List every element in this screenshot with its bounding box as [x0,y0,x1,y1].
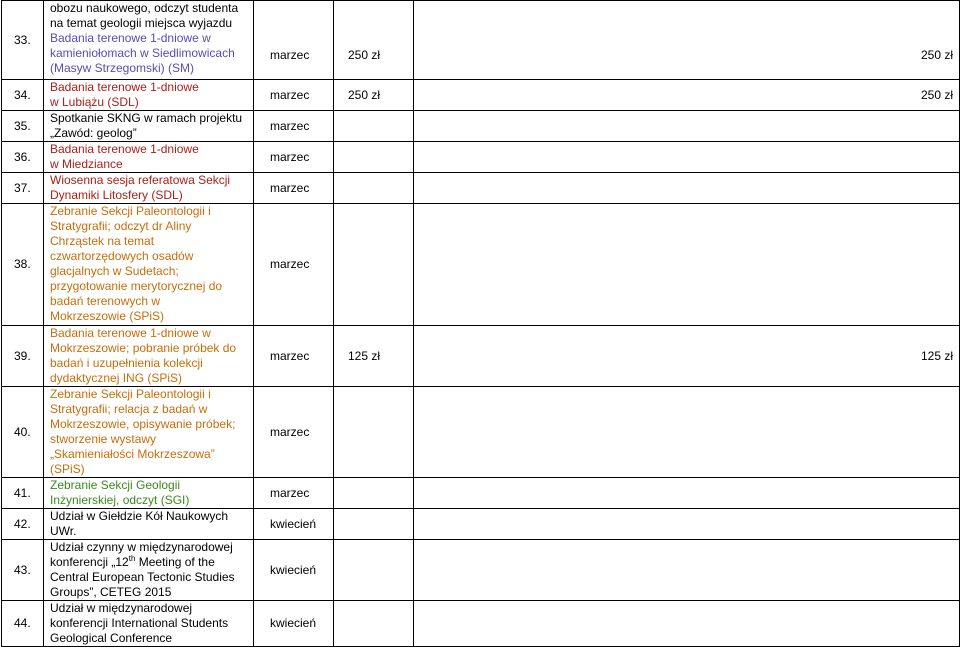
row-month: marzec [254,326,334,387]
row-month: marzec [254,173,334,204]
row-month: marzec [254,387,334,478]
desc-line: dydaktycznej ING (SPiS) [50,371,183,385]
desc-line: stworzenie wystawy [50,432,157,446]
table-row [2,204,960,326]
desc-line: Inżynierskiej, odczyt (SGI) [50,493,190,507]
superscript: th [128,554,136,563]
row-amount: 125 zł [334,326,414,387]
desc-line: Zebranie Sekcji Paleontologii i [50,204,211,218]
desc-line: Badania terenowe 1-dniowe w [50,31,211,45]
table-row [2,326,960,387]
desc-line: Mokrzeszowie (SPiS) [50,309,165,323]
row-number: 44. [2,601,44,647]
row-number: 38. [2,204,44,326]
row-amount: 250 zł [334,80,414,111]
row-month: marzec [254,80,334,111]
row-description [44,173,254,204]
row-total [414,601,960,647]
row-description [44,142,254,173]
desc-line: obozu naukowego, odczyt studenta [50,1,239,15]
desc-line [50,555,249,570]
desc-line: „Zawód: geolog” [50,126,137,140]
desc-line: badań i uzupełnienia kolekcji [50,356,203,370]
row-month: marzec [254,204,334,326]
row-description [44,478,254,509]
row-total [414,204,960,326]
row-number: 39. [2,326,44,387]
row-total [414,142,960,173]
desc-line: Udział czynny w międzynarodowej [50,540,233,554]
row-month: marzec [254,478,334,509]
desc-line: Groups”, CETEG 2015 [50,585,172,599]
row-number: 36. [2,142,44,173]
row-month: kwiecień [254,601,334,647]
row-total: 250 zł [414,1,960,80]
row-amount [334,601,414,647]
row-month: kwiecień [254,509,334,540]
table-row [2,387,960,478]
desc-line: UWr. [50,524,77,538]
desc-line: Dynamiki Litosfery (SDL) [50,188,183,202]
row-number: 37. [2,173,44,204]
desc-fragment: Meeting of the [135,555,215,569]
row-number: 41. [2,478,44,509]
desc-line: konferencji International Students [50,616,229,630]
row-amount [334,478,414,509]
row-amount [334,111,414,142]
row-description [44,540,254,601]
desc-line: Mokrzeszowie, opisywanie próbek; [50,417,236,431]
desc-line: Badania terenowe 1-dniowe [50,80,199,94]
table-row [2,509,960,540]
table-row [2,142,960,173]
row-total [414,173,960,204]
row-description [44,80,254,111]
desc-line: czwartorzędowych osadów [50,249,194,263]
row-total [414,478,960,509]
desc-line: w Lubiążu (SDL) [50,95,139,109]
row-total: 125 zł [414,326,960,387]
desc-line: Udział w międzynarodowej [50,601,193,615]
desc-line: Mokrzeszowie; pobranie próbek do [50,341,237,355]
desc-line: Wiosenna sesja referatowa Sekcji [50,173,231,187]
row-month: marzec [254,142,334,173]
row-description [44,387,254,478]
row-description [44,111,254,142]
desc-line: Zebranie Sekcji Geologii [50,478,181,492]
desc-line: badań terenowych w [50,294,161,308]
desc-line: (SPiS) [50,462,85,476]
table-row [2,173,960,204]
row-description [44,1,254,80]
row-number: 40. [2,387,44,478]
desc-line: (Masyw Strzegomski) (SM) [50,61,195,75]
desc-line: kamieniołomach w Siedlimowicach [50,46,235,60]
row-month: marzec [254,111,334,142]
row-number: 33. [2,1,44,80]
desc-line: Spotkanie SKNG w ramach projektu [50,111,243,125]
row-number: 34. [2,80,44,111]
table-row [2,478,960,509]
table-row [2,1,960,80]
table-row [2,80,960,111]
desc-line: Udział w Giełdzie Kół Naukowych [50,509,229,523]
row-amount [334,173,414,204]
row-total [414,509,960,540]
desc-line: w Miedziance [50,157,123,171]
row-description [44,509,254,540]
row-month: kwiecień [254,540,334,601]
desc-line: Central European Tectonic Studies [50,570,235,584]
desc-line: Badania terenowe 1-dniowe w [50,326,211,340]
row-amount [334,509,414,540]
row-total [414,387,960,478]
row-amount [334,540,414,601]
desc-line: Badania terenowe 1-dniowe [50,142,199,156]
row-amount [334,387,414,478]
row-amount [334,142,414,173]
row-amount: 250 zł [334,1,414,80]
row-amount [334,204,414,326]
desc-line: glacjalnych w Sudetach; [50,264,179,278]
desc-line: Stratygrafii; relacja z badań w [50,402,208,416]
desc-line: Chrząstek na temat [50,234,155,248]
row-description [44,326,254,387]
desc-line: „Skamieniałości Mokrzeszowa” [50,447,215,461]
row-description [44,601,254,647]
desc-fragment: konferencji „12 [50,555,129,569]
table-row [2,540,960,601]
desc-line: Stratygrafii; odczyt dr Aliny [50,219,192,233]
desc-line: na temat geologii miejsca wyjazdu [50,16,233,30]
desc-line: Zebranie Sekcji Paleontologii i [50,387,211,401]
row-total: 250 zł [414,80,960,111]
desc-line: Geological Conference [50,631,173,645]
table-row [2,111,960,142]
row-month: marzec [254,1,334,80]
row-total [414,540,960,601]
row-number: 42. [2,509,44,540]
row-description [44,204,254,326]
table-row [2,601,960,647]
row-number: 35. [2,111,44,142]
row-number: 43. [2,540,44,601]
activities-table [1,0,960,647]
desc-line: przygotowanie merytorycznej do [50,279,223,293]
row-total [414,111,960,142]
